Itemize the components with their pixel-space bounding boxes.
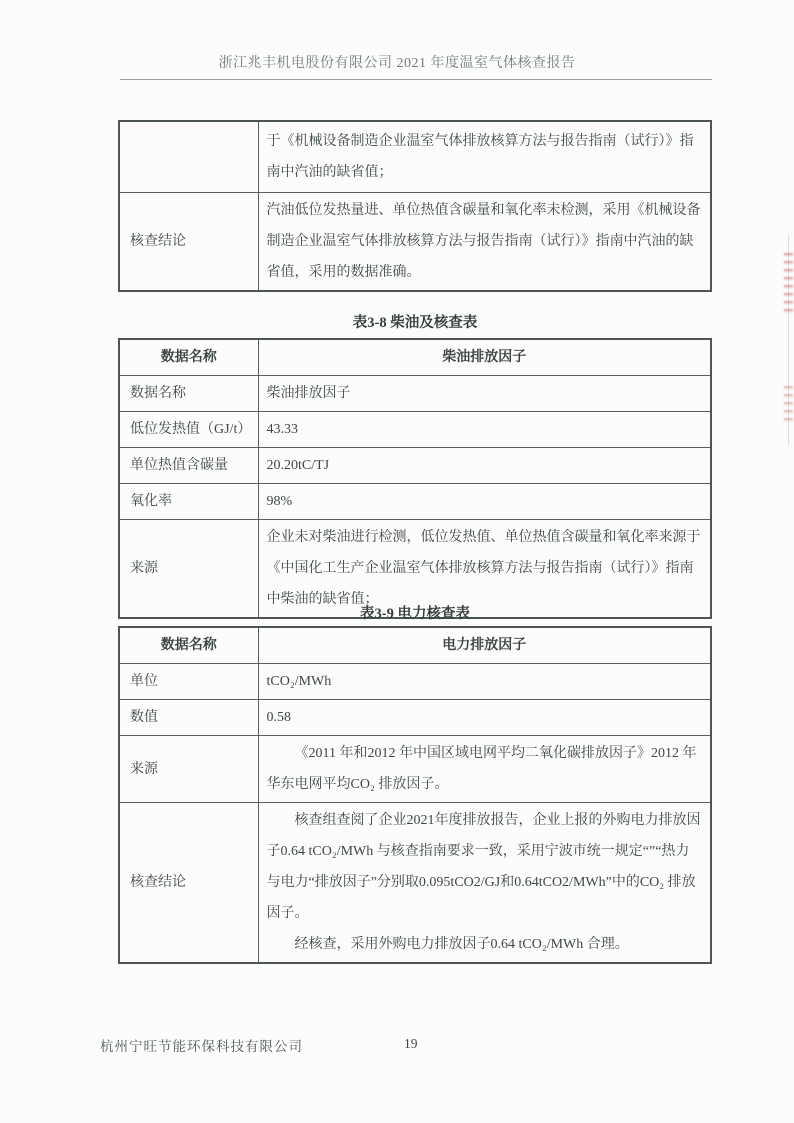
table-row bbox=[119, 700, 711, 736]
scan-artifact-red-marks bbox=[784, 386, 793, 422]
table-header-row bbox=[119, 339, 711, 376]
table-row-label: 数据名称 bbox=[119, 376, 258, 412]
table-header-cell: 柴油排放因子 bbox=[258, 339, 711, 376]
diesel-verification-table bbox=[118, 338, 712, 619]
table-row-value: 20.20tC/TJ bbox=[258, 448, 711, 484]
table-row bbox=[119, 484, 711, 520]
table-header-cell: 数据名称 bbox=[119, 339, 258, 376]
table-row-value: 企业未对柴油进行检测，低位发热值、单位热值含碳量和氧化率来源于《中国化工生产企业温室气体排放核算方法与报告指南（试行）》指南中柴油的缺省值； bbox=[258, 520, 711, 619]
table-row-value: 于《机械设备制造企业温室气体排放核算方法与报告指南（试行）》指南中汽油的缺省值； bbox=[258, 121, 711, 193]
table-row-label: 核查结论 bbox=[119, 193, 258, 292]
table-row bbox=[119, 376, 711, 412]
conclusion-paragraph: 经核查，采用外购电力排放因子0.64 tCO₂/MWh 合理。 bbox=[294, 937, 629, 952]
table-row bbox=[119, 448, 711, 484]
table-3-8-title: 表3-8 柴油及核查表 bbox=[352, 315, 478, 331]
gasoline-verification-table-continued bbox=[118, 120, 712, 292]
table-row bbox=[119, 736, 711, 803]
page-number: 19 bbox=[404, 1036, 418, 1051]
conclusion-paragraph: 核查组查阅了企业2021年度排放报告，企业上报的外购电力排放因子0.64 tCO₂/MWh 与核查指南要求一致，采用宁波市统一规定“”“热力与电力“排放因子”分别取0.095tCO2/GJ和0.64tCO2/MWh”中的CO₂ 排放因子。 bbox=[266, 813, 701, 921]
table-row-label: 核查结论 bbox=[119, 803, 258, 964]
electricity-verification-table bbox=[118, 626, 712, 964]
table-3-9-title: 表3-9 电力核查表 bbox=[360, 606, 470, 622]
table-row-value: 0.58 bbox=[258, 700, 711, 736]
table-header-cell: 数据名称 bbox=[119, 627, 258, 664]
table-row-label: 数值 bbox=[119, 700, 258, 736]
report-header-title: 浙江兆丰机电股份有限公司 2021 年度温室气体核查报告 bbox=[218, 56, 576, 71]
table-row-label: 氧化率 bbox=[119, 484, 258, 520]
table-row-label: 低位发热值（GJ/t） bbox=[119, 412, 258, 448]
table-row-value: 98% bbox=[258, 484, 711, 520]
table-row-value: 43.33 bbox=[258, 412, 711, 448]
table-row bbox=[119, 193, 711, 292]
source-paragraph: 《2011 年和2012 年中国区域电网平均二氧化碳排放因子》2012 年华东电网平均CO₂ 排放因子。 bbox=[266, 746, 697, 792]
table-row-label: 来源 bbox=[119, 520, 258, 619]
table-row-label: 来源 bbox=[119, 736, 258, 803]
table-header-row bbox=[119, 627, 711, 664]
footer-company-name: 杭州宁旺节能环保科技有限公司 bbox=[100, 1039, 303, 1054]
scan-artifact-red-marks bbox=[784, 253, 793, 313]
table-row-value: 汽油低位发热量进、单位热值含碳量和氧化率未检测，采用《机械设备制造企业温室气体排放核算方法与报告指南（试行）》指南中汽油的缺省值，采用的数据准确。 bbox=[258, 193, 711, 292]
table-row bbox=[119, 803, 711, 964]
table-row bbox=[119, 412, 711, 448]
table-row-value: tCO₂/MWh bbox=[258, 664, 711, 700]
table-row-value: 柴油排放因子 bbox=[258, 376, 711, 412]
table-header-cell: 电力排放因子 bbox=[258, 627, 711, 664]
table-row bbox=[119, 664, 711, 700]
table-row bbox=[119, 121, 711, 193]
table-row-value bbox=[258, 736, 711, 803]
header-divider bbox=[120, 79, 712, 80]
table-row-label bbox=[119, 121, 258, 193]
table-row-label: 单位热值含碳量 bbox=[119, 448, 258, 484]
table-row-value bbox=[258, 803, 711, 964]
table-row-label: 单位 bbox=[119, 664, 258, 700]
